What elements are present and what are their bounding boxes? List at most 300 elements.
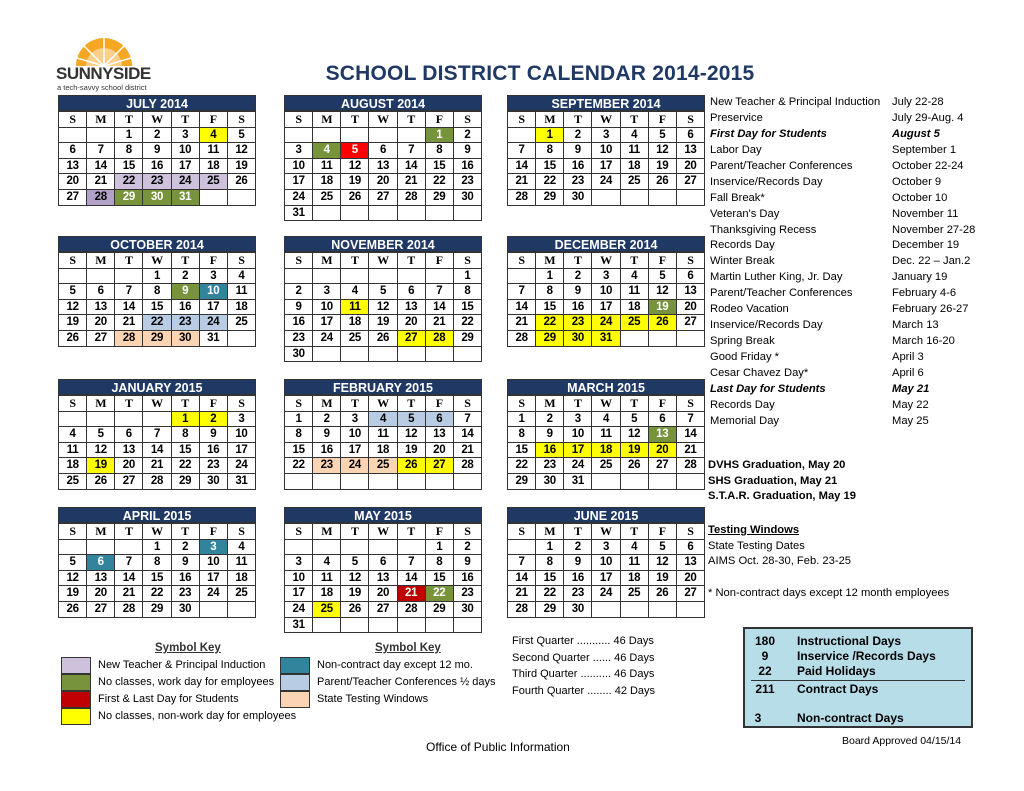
day-cell: 1: [508, 412, 536, 428]
weekday-label: S: [508, 396, 536, 412]
event-row: [710, 95, 990, 111]
day-cell: 29: [454, 331, 482, 347]
month-grid: [284, 111, 482, 221]
day-cell: 12: [228, 143, 256, 159]
day-cell: 10: [285, 571, 313, 587]
day-cell: 10: [313, 300, 341, 316]
day-cell: 14: [677, 427, 705, 443]
weekday-label: M: [87, 112, 115, 128]
day-cell: 22: [143, 586, 171, 602]
symbol-key-right: [280, 657, 500, 708]
day-cell: 21: [115, 586, 143, 602]
day-cell: 18: [341, 315, 369, 331]
day-cell: 19: [228, 159, 256, 175]
day-cell: 5: [341, 143, 369, 159]
day-cell: 3: [592, 540, 620, 556]
weekday-label: W: [592, 396, 620, 412]
day-cell: 5: [341, 555, 369, 571]
day-cell: 5: [59, 555, 87, 571]
day-cell: 24: [592, 586, 620, 602]
weekday-label: S: [59, 524, 87, 540]
day-cell: 26: [341, 190, 369, 206]
day-cell: 19: [649, 571, 677, 587]
event-row: [710, 366, 990, 382]
weekday-label: M: [536, 112, 564, 128]
month-grid: [58, 395, 256, 490]
day-cell: 6: [115, 427, 143, 443]
event-label: Fall Break*: [710, 191, 765, 204]
empty-cell: [398, 347, 426, 363]
weekday-label: F: [200, 253, 228, 269]
day-cell: 13: [677, 284, 705, 300]
day-cell: 13: [398, 300, 426, 316]
day-cell: 6: [369, 555, 397, 571]
day-cell: 19: [341, 586, 369, 602]
day-cell: 11: [621, 555, 649, 571]
day-cell: 23: [564, 174, 592, 190]
day-cell: 3: [285, 143, 313, 159]
day-cell: 18: [313, 586, 341, 602]
day-cell: 5: [398, 412, 426, 428]
weekday-label: W: [143, 524, 171, 540]
quarter-item: Second Quarter ...... 46 Days: [512, 651, 655, 664]
empty-cell: [313, 269, 341, 285]
day-cell: 23: [200, 458, 228, 474]
day-cell: 12: [621, 427, 649, 443]
day-cell: 8: [285, 427, 313, 443]
day-cell: 22: [426, 174, 454, 190]
day-cell: 4: [313, 143, 341, 159]
month-grid: [284, 523, 482, 633]
day-cell: 25: [621, 315, 649, 331]
day-cell: 4: [621, 540, 649, 556]
day-cell: 2: [285, 284, 313, 300]
event-date: May 25: [892, 414, 929, 427]
weekday-label: T: [564, 253, 592, 269]
day-cell: 25: [228, 586, 256, 602]
day-cell: 15: [536, 300, 564, 316]
day-cell: 14: [398, 159, 426, 175]
day-cell: 24: [285, 190, 313, 206]
empty-cell: [677, 602, 705, 618]
day-cell: 8: [508, 427, 536, 443]
day-cell: 31: [592, 331, 620, 347]
key-item: [280, 657, 500, 674]
empty-cell: [200, 190, 228, 206]
month-grid: [507, 395, 705, 490]
weekday-label: W: [369, 396, 397, 412]
empty-cell: [398, 618, 426, 634]
day-cell: 17: [564, 443, 592, 459]
day-cell: 4: [228, 269, 256, 285]
month-grid: [58, 523, 256, 618]
day-cell: 20: [677, 571, 705, 587]
day-cell: 29: [115, 190, 143, 206]
day-cell: 22: [115, 174, 143, 190]
day-cell: 4: [621, 269, 649, 285]
day-cell: 10: [172, 143, 200, 159]
day-cell: 10: [200, 555, 228, 571]
day-cell: 29: [536, 190, 564, 206]
day-cell: 22: [536, 315, 564, 331]
day-cell: 29: [426, 602, 454, 618]
day-cell: 21: [677, 443, 705, 459]
empty-cell: [649, 190, 677, 206]
day-cell: 27: [369, 602, 397, 618]
total-count: 9: [761, 649, 769, 663]
day-cell: 6: [677, 269, 705, 285]
day-cell: 30: [172, 602, 200, 618]
event-row: [710, 414, 990, 430]
day-cell: 28: [508, 190, 536, 206]
day-cell: 7: [508, 555, 536, 571]
weekday-label: S: [285, 253, 313, 269]
weekday-label: S: [454, 396, 482, 412]
empty-cell: [677, 474, 705, 490]
key-label: State Testing Windows: [317, 693, 429, 705]
day-cell: 18: [621, 159, 649, 175]
empty-cell: [115, 540, 143, 556]
key-item: [280, 691, 500, 708]
logo-tagline: a tech-savvy school district: [57, 83, 147, 92]
day-cell: 18: [592, 443, 620, 459]
color-swatch: [61, 657, 91, 674]
month-header: APRIL 2015: [58, 507, 256, 523]
weekday-label: W: [369, 253, 397, 269]
day-cell: 2: [454, 128, 482, 144]
empty-cell: [592, 474, 620, 490]
day-cell: 18: [369, 443, 397, 459]
month-grid: [507, 523, 705, 618]
month-header: NOVEMBER 2014: [284, 236, 482, 252]
day-cell: 1: [426, 128, 454, 144]
empty-cell: [649, 474, 677, 490]
day-cell: 20: [398, 315, 426, 331]
day-cell: 8: [536, 143, 564, 159]
weekday-label: M: [536, 253, 564, 269]
key-item: [61, 691, 281, 708]
day-cell: 27: [677, 174, 705, 190]
symbol-key-title: Symbol Key: [375, 642, 441, 654]
day-cell: 27: [87, 602, 115, 618]
event-row: [710, 286, 990, 302]
day-cell: 8: [172, 427, 200, 443]
event-date: May 22: [892, 398, 929, 411]
day-cell: 2: [454, 540, 482, 556]
empty-cell: [426, 347, 454, 363]
day-cell: 6: [426, 412, 454, 428]
day-cell: 22: [426, 586, 454, 602]
day-cell: 23: [536, 458, 564, 474]
day-cell: 28: [508, 602, 536, 618]
weekday-label: S: [59, 253, 87, 269]
day-cell: 13: [87, 300, 115, 316]
day-cell: 3: [228, 412, 256, 428]
month-header: DECEMBER 2014: [507, 236, 705, 252]
empty-cell: [87, 412, 115, 428]
day-cell: 24: [341, 458, 369, 474]
empty-cell: [621, 602, 649, 618]
weekday-label: S: [454, 112, 482, 128]
color-swatch: [61, 674, 91, 691]
weekday-label: M: [313, 396, 341, 412]
event-row: [710, 143, 990, 159]
weekday-label: M: [313, 253, 341, 269]
weekday-label: T: [115, 396, 143, 412]
empty-cell: [313, 474, 341, 490]
day-cell: 2: [564, 128, 592, 144]
sun-logo-icon: [74, 36, 134, 66]
day-cell: 28: [508, 331, 536, 347]
event-date: February 4-6: [892, 287, 957, 300]
day-cell: 15: [285, 443, 313, 459]
day-cell: 12: [369, 300, 397, 316]
empty-cell: [341, 128, 369, 144]
weekday-label: F: [649, 396, 677, 412]
day-cell: 19: [621, 443, 649, 459]
day-cell: 25: [313, 190, 341, 206]
day-cell: 20: [115, 458, 143, 474]
event-row: [710, 270, 990, 286]
day-cell: 13: [369, 571, 397, 587]
month-june-2015: [507, 507, 705, 618]
day-cell: 25: [341, 331, 369, 347]
day-cell: 14: [398, 571, 426, 587]
day-cell: 25: [200, 174, 228, 190]
day-cell: 28: [115, 602, 143, 618]
weekday-label: S: [228, 112, 256, 128]
month-header: MAY 2015: [284, 507, 482, 523]
day-cell: 16: [172, 571, 200, 587]
event-label: Records Day: [710, 398, 775, 411]
month-header: SEPTEMBER 2014: [507, 95, 705, 111]
day-cell: 9: [454, 555, 482, 571]
weekday-label: T: [341, 396, 369, 412]
month-may-2015: [284, 507, 482, 633]
day-cell: 12: [649, 555, 677, 571]
event-label: Inservice/Records Day: [710, 319, 823, 332]
testing-title: Testing Windows: [708, 524, 800, 536]
event-date: January 19: [892, 271, 948, 284]
empty-cell: [649, 602, 677, 618]
empty-cell: [426, 474, 454, 490]
day-cell: 29: [508, 474, 536, 490]
weekday-label: S: [508, 253, 536, 269]
color-swatch: [280, 657, 310, 674]
day-cell: 30: [564, 602, 592, 618]
day-cell: 18: [228, 571, 256, 587]
day-cell: 26: [621, 458, 649, 474]
day-cell: 21: [143, 458, 171, 474]
day-cell: 8: [426, 555, 454, 571]
day-cell: 31: [564, 474, 592, 490]
footnote: * Non-contract days except 12 month employees: [708, 587, 950, 599]
day-cell: 26: [228, 174, 256, 190]
day-cell: 10: [200, 284, 228, 300]
graduations: [708, 459, 856, 506]
day-cell: 14: [508, 300, 536, 316]
day-cell: 26: [649, 174, 677, 190]
event-date: March 13: [892, 319, 939, 332]
month-april-2015: [58, 507, 256, 618]
day-cell: 4: [341, 284, 369, 300]
event-label: Preservice: [710, 111, 763, 124]
day-cell: 27: [426, 458, 454, 474]
day-cell: 8: [536, 284, 564, 300]
event-label: Winter Break: [710, 255, 775, 268]
event-date: October 10: [892, 191, 948, 204]
day-cell: 5: [59, 284, 87, 300]
day-cell: 25: [621, 174, 649, 190]
empty-cell: [341, 206, 369, 222]
empty-cell: [426, 269, 454, 285]
event-label: Last Day for Students: [710, 382, 826, 395]
empty-cell: [369, 128, 397, 144]
day-cell: 13: [426, 427, 454, 443]
weekday-label: T: [115, 112, 143, 128]
event-row: [710, 207, 990, 223]
day-cell: 16: [564, 571, 592, 587]
day-cell: 26: [341, 602, 369, 618]
day-cell: 21: [454, 443, 482, 459]
day-cell: 3: [172, 128, 200, 144]
day-cell: 4: [200, 128, 228, 144]
day-cell: 18: [621, 571, 649, 587]
day-cell: 2: [564, 269, 592, 285]
day-cell: 10: [341, 427, 369, 443]
day-cell: 21: [426, 315, 454, 331]
month-january-2015: [58, 379, 256, 490]
empty-cell: [313, 618, 341, 634]
day-cell: 25: [59, 474, 87, 490]
day-cell: 24: [228, 458, 256, 474]
weekday-label: F: [200, 396, 228, 412]
weekday-label: F: [426, 396, 454, 412]
empty-cell: [313, 128, 341, 144]
total-label: Inservice /Records Days: [797, 649, 936, 663]
event-row: [710, 398, 990, 414]
day-cell: 17: [313, 315, 341, 331]
weekday-label: S: [285, 396, 313, 412]
event-label: Memorial Day: [710, 414, 780, 427]
day-cell: 28: [677, 458, 705, 474]
total-count: 180: [754, 634, 776, 648]
event-label: Thanksgiving Recess: [710, 223, 817, 236]
day-cell: 18: [59, 458, 87, 474]
event-label: Inservice/Records Day: [710, 175, 823, 188]
day-cell: 3: [285, 555, 313, 571]
event-date: April 3: [892, 351, 924, 363]
month-header: JANUARY 2015: [58, 379, 256, 395]
testing-line: AIMS Oct. 28-30, Feb. 23-25: [708, 555, 852, 567]
day-cell: 27: [649, 458, 677, 474]
weekday-label: S: [677, 253, 705, 269]
day-cell: 30: [454, 602, 482, 618]
month-july-2014: [58, 95, 256, 206]
weekday-label: S: [454, 524, 482, 540]
event-label: Martin Luther King, Jr. Day: [710, 271, 843, 284]
weekday-label: S: [677, 524, 705, 540]
weekday-label: T: [341, 253, 369, 269]
day-cell: 31: [285, 206, 313, 222]
day-cell: 11: [369, 427, 397, 443]
day-cell: 1: [426, 540, 454, 556]
weekday-label: W: [143, 112, 171, 128]
day-cell: 24: [592, 315, 620, 331]
empty-cell: [87, 128, 115, 144]
day-cell: 28: [115, 331, 143, 347]
month-august-2014: [284, 95, 482, 221]
weekday-label: W: [592, 253, 620, 269]
day-cell: 31: [200, 331, 228, 347]
day-cell: 30: [564, 190, 592, 206]
empty-cell: [369, 206, 397, 222]
total-count: 22: [758, 664, 772, 678]
day-cell: 19: [59, 586, 87, 602]
key-item: [61, 674, 281, 691]
testing-line: State Testing Dates: [708, 539, 805, 552]
color-swatch: [61, 691, 91, 708]
day-cell: 7: [115, 284, 143, 300]
event-label: Rodeo Vacation: [710, 303, 789, 316]
day-cell: 2: [143, 128, 171, 144]
day-cell: 9: [536, 427, 564, 443]
empty-cell: [398, 128, 426, 144]
weekday-label: S: [677, 112, 705, 128]
weekday-label: F: [649, 112, 677, 128]
empty-cell: [59, 269, 87, 285]
day-cell: 4: [228, 540, 256, 556]
day-cell: 11: [200, 143, 228, 159]
weekday-label: M: [87, 396, 115, 412]
day-cell: 19: [341, 174, 369, 190]
day-cell: 19: [369, 315, 397, 331]
empty-cell: [59, 540, 87, 556]
weekday-label: F: [200, 524, 228, 540]
day-cell: 16: [200, 443, 228, 459]
day-cell: 26: [398, 458, 426, 474]
event-label: Parent/Teacher Conferences: [710, 159, 853, 172]
weekday-label: F: [426, 253, 454, 269]
day-cell: 25: [313, 602, 341, 618]
empty-cell: [341, 540, 369, 556]
day-cell: 15: [172, 443, 200, 459]
total-label: Non-contract Days: [797, 711, 904, 725]
event-date: May 21: [892, 382, 930, 395]
day-cell: 27: [87, 331, 115, 347]
symbol-key-title: Symbol Key: [155, 642, 221, 654]
day-cell: 5: [649, 128, 677, 144]
day-cell: 5: [87, 427, 115, 443]
day-cell: 13: [115, 443, 143, 459]
day-cell: 26: [59, 331, 87, 347]
day-cell: 9: [564, 555, 592, 571]
day-cell: 23: [454, 174, 482, 190]
day-cell: 28: [398, 190, 426, 206]
day-cell: 22: [143, 315, 171, 331]
day-cell: 23: [564, 315, 592, 331]
event-date: December 19: [892, 239, 960, 252]
day-cell: 6: [677, 128, 705, 144]
day-cell: 17: [592, 300, 620, 316]
day-cell: 23: [454, 586, 482, 602]
day-cell: 17: [592, 571, 620, 587]
day-cell: 26: [369, 331, 397, 347]
day-cell: 9: [564, 143, 592, 159]
day-cell: 9: [564, 284, 592, 300]
weekday-label: T: [341, 112, 369, 128]
empty-cell: [59, 412, 87, 428]
